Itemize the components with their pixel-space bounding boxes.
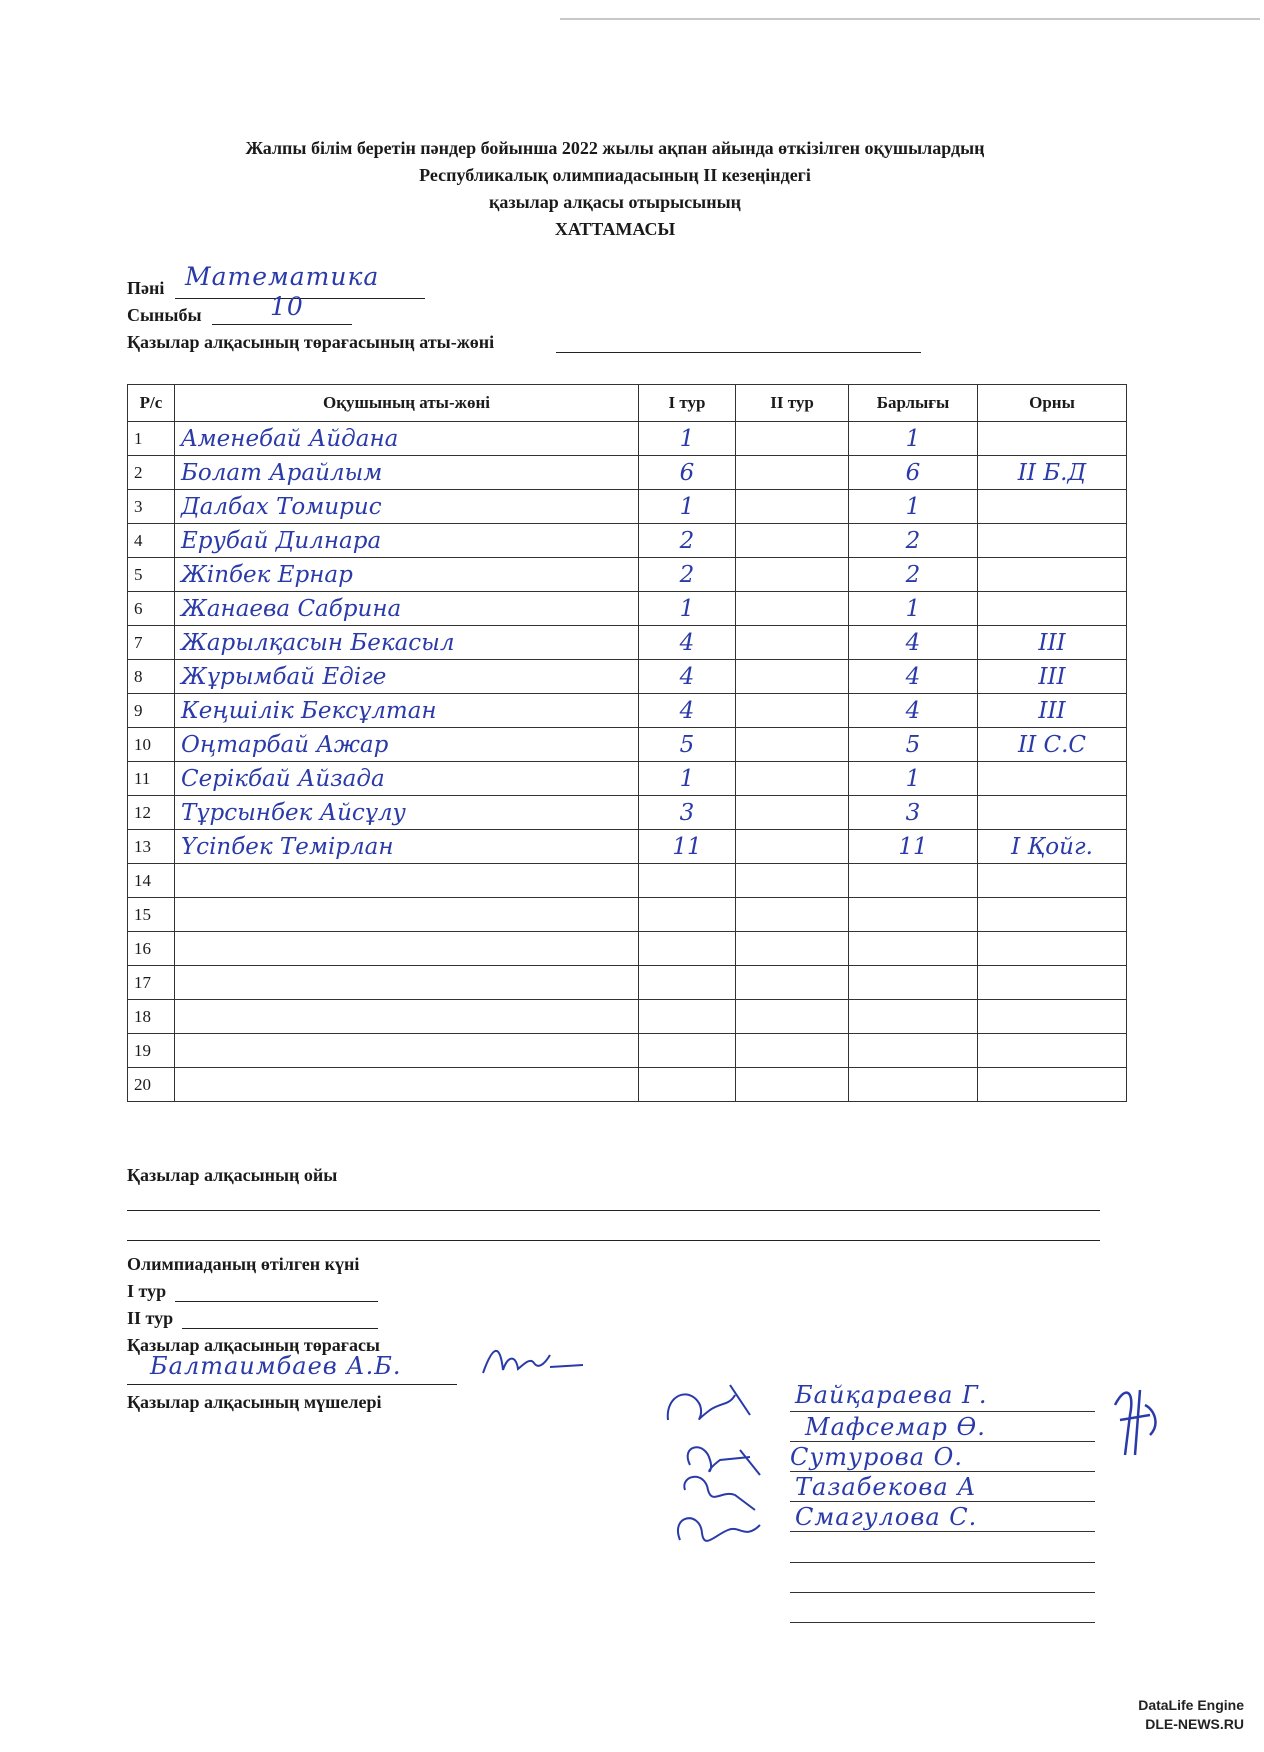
- table-row: [128, 1034, 1127, 1068]
- student-name-cell: Жарылқасын Бекасыл: [175, 626, 639, 660]
- tour1-score-cell: 4: [639, 626, 736, 660]
- table-row: [128, 966, 1127, 1000]
- chair-signature-line: [127, 1384, 457, 1385]
- row-number: 10: [128, 728, 175, 762]
- student-name-cell: [175, 966, 639, 1000]
- tour1-score-cell: [639, 898, 736, 932]
- total-score-cell: [849, 898, 978, 932]
- header-num: Р/с: [128, 385, 175, 422]
- tour1-score-cell: [639, 932, 736, 966]
- member-line-2: [790, 1441, 1095, 1442]
- tour1-score-cell: [639, 864, 736, 898]
- tour1-score-cell: [639, 1068, 736, 1102]
- subject-label: Пәні: [127, 278, 165, 298]
- tour2-date-line: [182, 1328, 378, 1329]
- total-score-cell: 1: [849, 490, 978, 524]
- header-tour1: І тур: [639, 385, 736, 422]
- student-name-cell: Оңтарбай Ажар: [175, 728, 639, 762]
- place-cell: [978, 1000, 1127, 1034]
- tour1-score-cell: 6: [639, 456, 736, 490]
- row-number: 4: [128, 524, 175, 558]
- table-row: [128, 660, 1127, 694]
- tour2-score-cell: [736, 592, 849, 626]
- class-label: Сыныбы: [127, 305, 202, 325]
- place-cell: [978, 592, 1127, 626]
- table-row: [128, 830, 1127, 864]
- row-number: 6: [128, 592, 175, 626]
- total-score-cell: 1: [849, 422, 978, 456]
- table-row: [128, 728, 1127, 762]
- tour1-score-cell: 2: [639, 558, 736, 592]
- place-cell: III: [978, 626, 1127, 660]
- member-line-4: [790, 1501, 1095, 1502]
- tour2-score-cell: [736, 694, 849, 728]
- title-line-3: қазылар алқасы отырысының: [489, 192, 741, 212]
- total-score-cell: 6: [849, 456, 978, 490]
- student-name-cell: [175, 1034, 639, 1068]
- opinion-label: Қазылар алқасының ойы: [127, 1165, 338, 1185]
- student-name-cell: Кеңшілік Бексұлтан: [175, 694, 639, 728]
- tour1-score-cell: 1: [639, 490, 736, 524]
- tour1-score-cell: 1: [639, 422, 736, 456]
- table-body: [128, 422, 1127, 1102]
- row-number: 19: [128, 1034, 175, 1068]
- tour2-score-cell: [736, 490, 849, 524]
- header-place: Орны: [978, 385, 1127, 422]
- tour2-score-cell: [736, 898, 849, 932]
- row-number: 17: [128, 966, 175, 1000]
- tour1-score-cell: 4: [639, 660, 736, 694]
- subject-value: Математика: [185, 262, 380, 291]
- student-name-cell: [175, 1068, 639, 1102]
- members-signatures-icon: [660, 1365, 800, 1565]
- table-row: [128, 694, 1127, 728]
- tour1-score-cell: 1: [639, 592, 736, 626]
- tour1-score-cell: 2: [639, 524, 736, 558]
- row-number: 9: [128, 694, 175, 728]
- tour2-score-cell: [736, 728, 849, 762]
- member-line-1: [790, 1411, 1095, 1412]
- row-number: 1: [128, 422, 175, 456]
- student-name-cell: [175, 864, 639, 898]
- total-score-cell: [849, 1000, 978, 1034]
- opinion-line-2: [127, 1240, 1100, 1241]
- total-score-cell: 4: [849, 660, 978, 694]
- student-name-cell: [175, 932, 639, 966]
- row-number: 5: [128, 558, 175, 592]
- total-score-cell: [849, 966, 978, 1000]
- row-number: 2: [128, 456, 175, 490]
- table-row: [128, 864, 1127, 898]
- header-total: Барлығы: [849, 385, 978, 422]
- total-score-cell: 2: [849, 558, 978, 592]
- tour1-score-cell: 3: [639, 796, 736, 830]
- total-score-cell: [849, 1034, 978, 1068]
- total-score-cell: 11: [849, 830, 978, 864]
- chair-signature-icon: [478, 1335, 588, 1385]
- tour2-score-cell: [736, 1000, 849, 1034]
- class-value: 10: [270, 292, 304, 321]
- tour1-score-cell: 11: [639, 830, 736, 864]
- member-line-6: [790, 1562, 1095, 1563]
- place-cell: II С.С: [978, 728, 1127, 762]
- member-name-5: Смагулова С.: [795, 1503, 978, 1531]
- member-line-8: [790, 1622, 1095, 1623]
- watermark-line-2: DLE-NEWS.RU: [1145, 1716, 1244, 1732]
- total-score-cell: [849, 932, 978, 966]
- place-cell: III: [978, 660, 1127, 694]
- row-number: 3: [128, 490, 175, 524]
- table-row: [128, 1000, 1127, 1034]
- place-cell: [978, 932, 1127, 966]
- row-number: 13: [128, 830, 175, 864]
- opinion-line-1: [127, 1210, 1100, 1211]
- student-name-cell: [175, 898, 639, 932]
- row-number: 15: [128, 898, 175, 932]
- row-number: 8: [128, 660, 175, 694]
- tour2-score-cell: [736, 932, 849, 966]
- results-table: [127, 384, 1127, 1102]
- tour2-score-cell: [736, 1068, 849, 1102]
- member-line-5: [790, 1531, 1095, 1532]
- date-label: Олимпиаданың өтілген күні: [127, 1254, 360, 1274]
- tour2-score-cell: [736, 524, 849, 558]
- total-score-cell: [849, 1068, 978, 1102]
- chair-name-label: Қазылар алқасының төрағасының аты-жөні: [127, 332, 495, 352]
- chair-label: Қазылар алқасының төрағасы: [127, 1335, 380, 1355]
- tour1-date-line: [175, 1301, 378, 1302]
- student-name-cell: Ерубай Дилнара: [175, 524, 639, 558]
- place-cell: [978, 490, 1127, 524]
- table-header-row: [128, 385, 1127, 422]
- class-underline: [212, 324, 352, 325]
- tour2-score-cell: [736, 966, 849, 1000]
- tour1-score-cell: 1: [639, 762, 736, 796]
- student-name-cell: Жанаева Сабрина: [175, 592, 639, 626]
- table-row: [128, 490, 1127, 524]
- tour2-score-cell: [736, 1034, 849, 1068]
- tour2-score-cell: [736, 762, 849, 796]
- place-cell: III: [978, 694, 1127, 728]
- place-cell: [978, 796, 1127, 830]
- total-score-cell: 2: [849, 524, 978, 558]
- table-row: [128, 626, 1127, 660]
- table-row: [128, 762, 1127, 796]
- place-cell: [978, 422, 1127, 456]
- total-score-cell: 4: [849, 694, 978, 728]
- chair-name-underline: [556, 352, 921, 353]
- member-name-2: Мафсемар Ө.: [805, 1413, 986, 1441]
- student-name-cell: Aменебай Айдана: [175, 422, 639, 456]
- student-name-cell: [175, 1000, 639, 1034]
- tour2-score-cell: [736, 830, 849, 864]
- total-score-cell: 5: [849, 728, 978, 762]
- student-name-cell: Жұрымбай Едіге: [175, 660, 639, 694]
- place-cell: [978, 1034, 1127, 1068]
- title-line-2: Республикалық олимпиадасының II кезеңіндегі: [419, 165, 811, 185]
- member-name-3: Сутурова О.: [790, 1443, 963, 1471]
- table-row: [128, 456, 1127, 490]
- total-score-cell: 1: [849, 762, 978, 796]
- student-name-cell: Далбах Томирис: [175, 490, 639, 524]
- table-row: [128, 524, 1127, 558]
- tour2-score-cell: [736, 660, 849, 694]
- place-cell: [978, 762, 1127, 796]
- tour2-score-cell: [736, 626, 849, 660]
- member-name-1: Байқараева Г.: [795, 1381, 988, 1409]
- header-name: Оқушының аты-жөні: [175, 385, 639, 422]
- place-cell: [978, 524, 1127, 558]
- title-line-1: Жалпы білім беретін пәндер бойынша 2022 жылы ақпан айында өткізілген оқушылардың: [245, 138, 985, 158]
- total-score-cell: [849, 864, 978, 898]
- place-cell: [978, 558, 1127, 592]
- row-number: 12: [128, 796, 175, 830]
- tour1-score-cell: 5: [639, 728, 736, 762]
- tour1-date-label: І тур: [127, 1281, 167, 1301]
- members-label: Қазылар алқасының мүшелері: [127, 1392, 382, 1412]
- tour1-score-cell: [639, 1000, 736, 1034]
- tour2-date-label: ІІ тур: [127, 1308, 174, 1328]
- table-row: [128, 592, 1127, 626]
- row-number: 18: [128, 1000, 175, 1034]
- table-row: [128, 558, 1127, 592]
- place-cell: II Б.Д: [978, 456, 1127, 490]
- total-score-cell: 3: [849, 796, 978, 830]
- row-number: 16: [128, 932, 175, 966]
- tour1-score-cell: 4: [639, 694, 736, 728]
- table-row: [128, 1068, 1127, 1102]
- watermark: [1138, 1696, 1244, 1734]
- row-number: 20: [128, 1068, 175, 1102]
- total-score-cell: 1: [849, 592, 978, 626]
- member-name-4: Тазабекова А: [795, 1473, 977, 1501]
- row-number: 7: [128, 626, 175, 660]
- place-cell: I Қойг.: [978, 830, 1127, 864]
- student-name-cell: Тұрсынбек Айсұлу: [175, 796, 639, 830]
- member-stamp-signature-icon: [1105, 1375, 1165, 1465]
- header-tour2: ІІ тур: [736, 385, 849, 422]
- place-cell: [978, 898, 1127, 932]
- tour2-score-cell: [736, 456, 849, 490]
- student-name-cell: Үсіпбек Темірлан: [175, 830, 639, 864]
- member-line-3: [790, 1471, 1095, 1472]
- tour1-score-cell: [639, 966, 736, 1000]
- table-row: [128, 796, 1127, 830]
- tour2-score-cell: [736, 796, 849, 830]
- tour2-score-cell: [736, 558, 849, 592]
- total-score-cell: 4: [849, 626, 978, 660]
- tour1-score-cell: [639, 1034, 736, 1068]
- row-number: 14: [128, 864, 175, 898]
- scan-edge-line: [560, 18, 1260, 20]
- student-name-cell: Болат Арайлым: [175, 456, 639, 490]
- tour2-score-cell: [736, 422, 849, 456]
- member-line-7: [790, 1592, 1095, 1593]
- student-name-cell: Серікбай Айзада: [175, 762, 639, 796]
- row-number: 11: [128, 762, 175, 796]
- table-row: [128, 898, 1127, 932]
- place-cell: [978, 1068, 1127, 1102]
- tour2-score-cell: [736, 864, 849, 898]
- chair-signature-name: Бaлтаимбаев А.Б.: [150, 1352, 402, 1380]
- watermark-line-1: DataLife Engine: [1138, 1697, 1244, 1713]
- student-name-cell: Жіпбек Ернар: [175, 558, 639, 592]
- place-cell: [978, 864, 1127, 898]
- table-row: [128, 932, 1127, 966]
- place-cell: [978, 966, 1127, 1000]
- table-row: [128, 422, 1127, 456]
- title-line-4: ХАТТАМАСЫ: [554, 219, 676, 239]
